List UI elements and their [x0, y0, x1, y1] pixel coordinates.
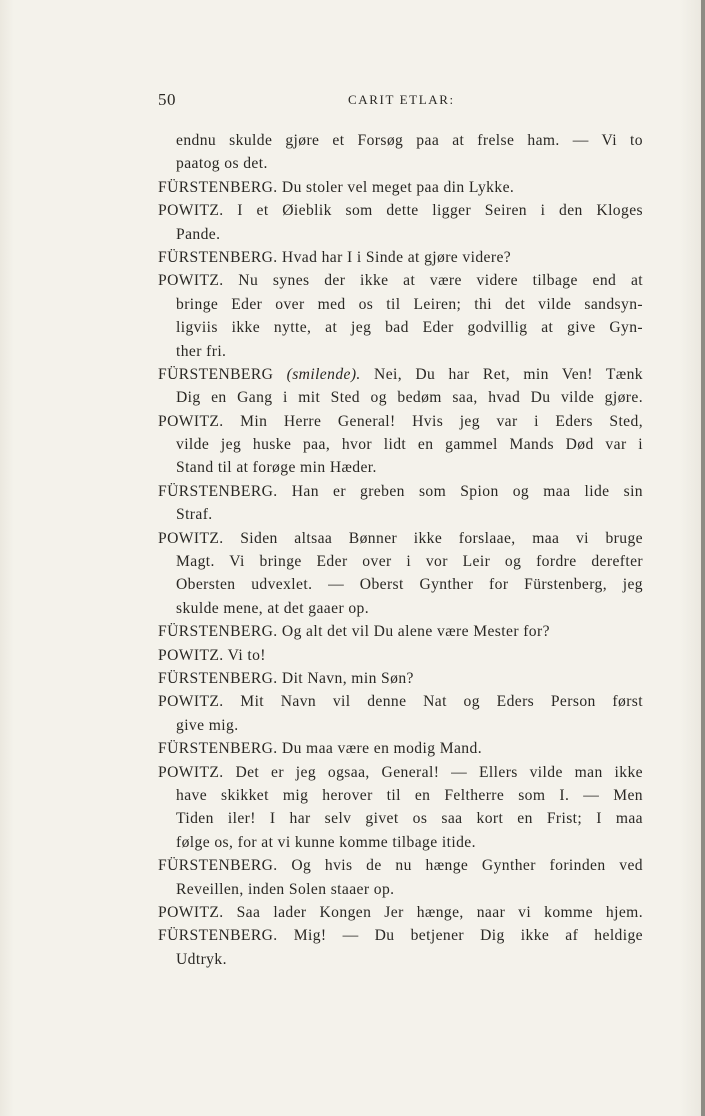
page-number: 50: [158, 90, 176, 109]
text-line: FÜRSTENBERG. Du maa være en modig Mand.: [158, 740, 482, 758]
text-line: FÜRSTENBERG. Hvad har I i Sinde at gjøre videre?: [158, 248, 512, 266]
text-line: FÜRSTENBERG. Og hvis de nu hænge Gynther forinden ved: [158, 857, 643, 875]
text-line: Reveillen, inden Solen staaer op.: [176, 880, 395, 898]
text-line: Straf.: [176, 506, 213, 524]
text-line: Stand til at forøge min Hæder.: [176, 459, 377, 477]
text-line: Magt. Vi bringe Eder over i vor Leir og fordre derefter: [176, 553, 643, 571]
text-line: ligviis ikke nytte, at jeg bad Eder godvillig at give Gyn-: [176, 319, 643, 337]
text-line: FÜRSTENBERG. Mig! — Du betjener Dig ikke af heldige: [158, 927, 643, 945]
text-line: paatog os det.: [176, 155, 268, 173]
text-line: POWITZ. Det er jeg ogsaa, General! — Ellers vilde man ikke: [158, 763, 643, 781]
text-line: [158, 363, 643, 386]
text-line: følge os, for at vi kunne komme tilbage itide.: [176, 833, 476, 851]
text-line: Udtryk.: [176, 950, 227, 968]
play-text: [158, 129, 643, 971]
running-head: [158, 90, 648, 112]
text-line: POWITZ. Vi to!: [158, 646, 266, 664]
text-line: POWITZ. Min Herre General! Hvis jeg var i Eders Sted,: [158, 412, 643, 430]
text-line: FÜRSTENBERG. Han er greben som Spion og maa lide sin: [158, 482, 643, 500]
text-line: have skikket mig herover til en Feltherre som I. — Men: [176, 786, 643, 804]
text-line: bringe Eder over med os til Leiren; thi det vilde sandsyn-: [176, 295, 643, 313]
text-line: vilde jeg huske paa, hvor lidt en gammel Mands Død var i: [176, 436, 643, 454]
text-line: FÜRSTENBERG. Du stoler vel meget paa din Lykke.: [158, 178, 515, 196]
text-line: skulde mene, at det gaaer op.: [176, 599, 370, 617]
text-line: Dig en Gang i mit Sted og bedøm saa, hvad Du vilde gjøre.: [176, 389, 643, 407]
stage-direction: (smilende).: [286, 365, 361, 383]
text-line: Pande.: [176, 225, 221, 243]
text-line: give mig.: [176, 716, 239, 734]
text-line: ther fri.: [176, 342, 227, 360]
speaker-text: FÜRSTENBERG: [158, 365, 287, 383]
text-line: POWITZ. Saa lader Kongen Jer hænge, naar vi komme hjem.: [158, 903, 643, 921]
text-line: POWITZ. Nu synes der ikke at være videre tilbage end at: [158, 272, 643, 290]
text-line: FÜRSTENBERG. Og alt det vil Du alene være Mester for?: [158, 623, 550, 641]
text-line: POWITZ. I et Øieblik som dette ligger Seiren i den Kloges: [158, 202, 643, 220]
text-line: FÜRSTENBERG. Dit Navn, min Søn?: [158, 669, 414, 687]
line-text: Nei, Du har Ret, min Ven! Tænk: [360, 365, 643, 383]
page-edge: [701, 0, 705, 1116]
running-title: CARIT ETLAR:: [348, 92, 455, 107]
text-line: POWITZ. Siden altsaa Bønner ikke forslaae, maa vi bruge: [158, 529, 643, 547]
text-line: Obersten udvexlet. — Oberst Gynther for Fürstenberg, jeg: [176, 576, 643, 594]
text-line: Tiden iler! I har selv givet os saa kort en Frist; I maa: [176, 810, 643, 828]
text-line: POWITZ. Mit Navn vil denne Nat og Eders Person først: [158, 693, 643, 711]
text-line: endnu skulde gjøre et Forsøg paa at frelse ham. — Vi to: [176, 132, 643, 149]
